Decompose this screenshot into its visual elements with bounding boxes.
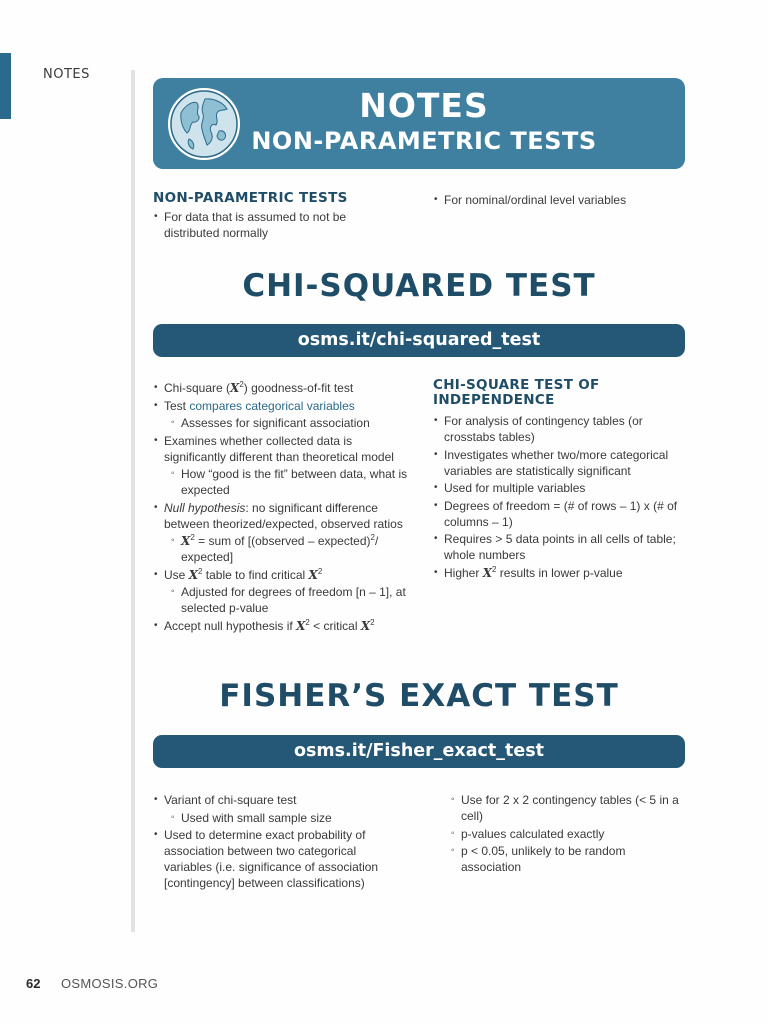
list-item: • Accept null hypothesis if $X^2$ < critical $X^2$ <box>153 618 413 634</box>
chi-squared-title: CHI-SQUARED TEST <box>242 268 596 304</box>
fisher-exact-title: FISHER’S EXACT TEST <box>219 678 619 714</box>
list-item: ◦ How “good is the fit” between data, what is expected <box>153 466 413 498</box>
banner-subtitle: NON-PARAMETRIC TESTS <box>251 127 597 155</box>
list-item: • For nominal/ordinal level variables <box>433 192 683 208</box>
list-item: • Investigates whether two/more categorical variables are statistically significant <box>433 447 688 479</box>
list-item: • For data that is assumed to not be distributed normally <box>153 209 368 241</box>
nonparam-left-list <box>153 209 368 243</box>
fisher-right-list <box>433 792 688 877</box>
chi-left-list <box>153 380 413 635</box>
banner-title: NOTES <box>359 86 489 125</box>
list-item: ◦ $X^2$ = sum of [(observed – expected)$^2$/ expected] <box>153 533 413 565</box>
margin-divider <box>131 70 135 932</box>
list-item: • Chi-square $(X^2)$ goodness-of-fit test <box>153 380 413 396</box>
list-item: • Degrees of freedom = (# of rows – 1) x (# of columns – 1) <box>433 498 688 530</box>
list-item: • For analysis of contingency tables (or crosstabs tables) <box>433 413 688 445</box>
nonparam-heading: NON-PARAMETRIC TESTS <box>153 190 348 206</box>
list-item: • Used to determine exact probability of association between two categorical variables (i.e. significance of association [contingency] between classifications) <box>153 827 393 891</box>
list-item: ◦ p < 0.05, unlikely to be random association <box>433 843 688 875</box>
chi-independence-heading: CHI-SQUARE TEST OF INDEPENDENCE <box>433 377 600 408</box>
list-item: • Use $X^2$ table to find critical $X^2$ <box>153 567 413 583</box>
list-item: • Higher $X^2$ results in lower p-value <box>433 565 688 581</box>
list-item: • Test compares categorical variables <box>153 398 413 414</box>
list-item: • Examines whether collected data is significantly different than theoretical model <box>153 433 413 465</box>
list-item: ◦ Assesses for significant association <box>153 415 413 431</box>
fisher-exact-link[interactable]: osms.it/Fisher_exact_test <box>153 735 685 768</box>
list-item: • Used for multiple variables <box>433 480 688 496</box>
footer-site[interactable]: OSMOSIS.ORG <box>61 976 159 991</box>
side-accent-tab <box>0 53 11 119</box>
list-item: ◦ Used with small sample size <box>153 810 393 826</box>
list-item: • Variant of chi-square test <box>153 792 393 808</box>
list-item: • Null hypothesis: no significant difference between theorized/expected, observed ratios <box>153 500 413 532</box>
chi-squared-link[interactable]: osms.it/chi-squared_test <box>153 324 685 357</box>
categorical-variables-link[interactable]: compares categorical variables <box>189 398 355 413</box>
nonparam-right-list <box>433 192 683 210</box>
side-label: NOTES <box>43 67 90 82</box>
chi-right-list <box>433 413 688 582</box>
list-item: ◦ p-values calculated exactly <box>433 826 688 842</box>
header-banner <box>153 78 685 169</box>
fisher-left-list <box>153 792 393 893</box>
list-item: ◦ Use for 2 x 2 contingency tables (< 5 in a cell) <box>433 792 688 824</box>
list-item: • Requires > 5 data points in all cells of table; whole numbers <box>433 531 688 563</box>
page-number: 62 <box>26 976 41 991</box>
list-item: ◦ Adjusted for degrees of freedom [n – 1], at selected p-value <box>153 584 413 616</box>
